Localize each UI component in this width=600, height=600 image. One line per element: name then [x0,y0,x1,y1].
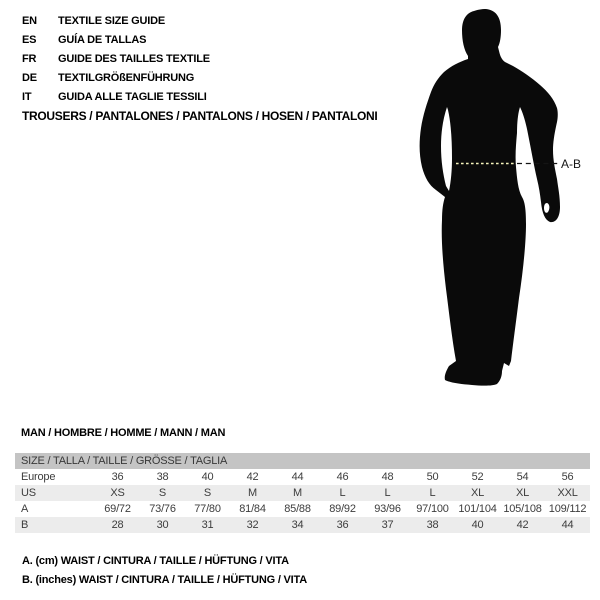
size-cell: 44 [291,471,304,483]
language-row-en [22,12,210,31]
language-label: TEXTILE SIZE GUIDE [58,15,166,27]
size-cell: M [293,487,302,499]
language-row-de [22,69,210,88]
measure-label: A-B [561,157,582,171]
size-cell: 46 [336,471,349,483]
size-cell: 89/92 [329,503,356,515]
row-label: US [21,487,36,499]
size-cell: XS [110,487,125,499]
size-cell: 109/112 [548,503,587,515]
size-cell: XL [470,487,485,499]
size-cell: 31 [201,519,214,531]
man-silhouette-shape [420,9,560,386]
category-title: TROUSERS / PANTALONES / PANTALONS / HOSEN / PANTALONI [22,109,378,123]
size-cell: 40 [471,519,484,531]
language-code: FR [22,53,37,65]
language-row-es [22,31,210,50]
size-cell: 32 [246,519,259,531]
language-list [22,12,210,107]
size-cell: L [429,487,436,499]
table-row [15,485,590,501]
language-label: GUIDE DES TAILLES TEXTILE [58,53,210,65]
language-code: EN [22,15,37,27]
size-cell: 38 [426,519,439,531]
size-cell: 42 [246,471,259,483]
size-cell: 77/80 [194,503,221,515]
size-cell: 81/84 [239,503,266,515]
size-cell: 48 [381,471,394,483]
language-code: IT [22,91,32,103]
size-cell: 30 [156,519,169,531]
language-row-fr [22,50,210,69]
table-row [15,469,590,485]
language-row-it [22,88,210,107]
size-cell: L [339,487,346,499]
section-title: MAN / HOMBRE / HOMME / MANN / MAN [21,427,226,439]
size-cell: XL [515,487,530,499]
footnote-b: B. (inches) WAIST / CINTURA / TAILLE / HÜFTUNG / VITA [22,574,307,586]
man-silhouette [410,5,600,395]
size-cell: 56 [561,471,574,483]
size-cell: 69/72 [104,503,131,515]
size-cell: S [158,487,167,499]
size-table-header: SIZE / TALLA / TAILLE / GRÖSSE / TAGLIA [15,453,590,469]
footnotes [22,552,307,590]
size-cell: 50 [426,471,439,483]
size-cell: 85/88 [284,503,311,515]
size-cell: 93/96 [374,503,401,515]
size-cell: L [384,487,391,499]
language-code: DE [22,72,37,84]
language-label: GUIDA ALLE TAGLIE TESSILI [58,91,207,103]
size-cell: 28 [111,519,124,531]
size-cell: 105/108 [503,503,542,515]
size-cell: S [203,487,212,499]
size-cell: 44 [561,519,574,531]
size-cell: 37 [381,519,394,531]
size-cell: 34 [291,519,304,531]
row-label: A [21,503,29,515]
language-label: GUÍA DE TALLAS [58,34,147,46]
size-cell: XXL [557,487,578,499]
language-label: TEXTILGRÖßENFÜHRUNG [58,72,195,84]
size-cell: 101/104 [458,503,497,515]
size-table-body [15,469,590,533]
size-cell: 52 [471,471,484,483]
size-cell: 42 [516,519,529,531]
table-row [15,517,590,533]
size-cell: 40 [201,471,214,483]
size-cell: 36 [336,519,349,531]
size-cell: 38 [156,471,169,483]
size-table-header-row [15,453,590,469]
table-row [15,501,590,517]
footnote-a: A. (cm) WAIST / CINTURA / TAILLE / HÜFTUNG / VITA [22,555,289,567]
size-cell: 73/76 [149,503,176,515]
size-cell: 54 [516,471,529,483]
size-table [15,453,590,533]
size-cell: M [248,487,257,499]
row-label: Europe [21,471,56,483]
size-cell: 36 [111,471,124,483]
language-code: ES [22,34,37,46]
size-cell: 97/100 [416,503,449,515]
row-label: B [21,519,29,531]
